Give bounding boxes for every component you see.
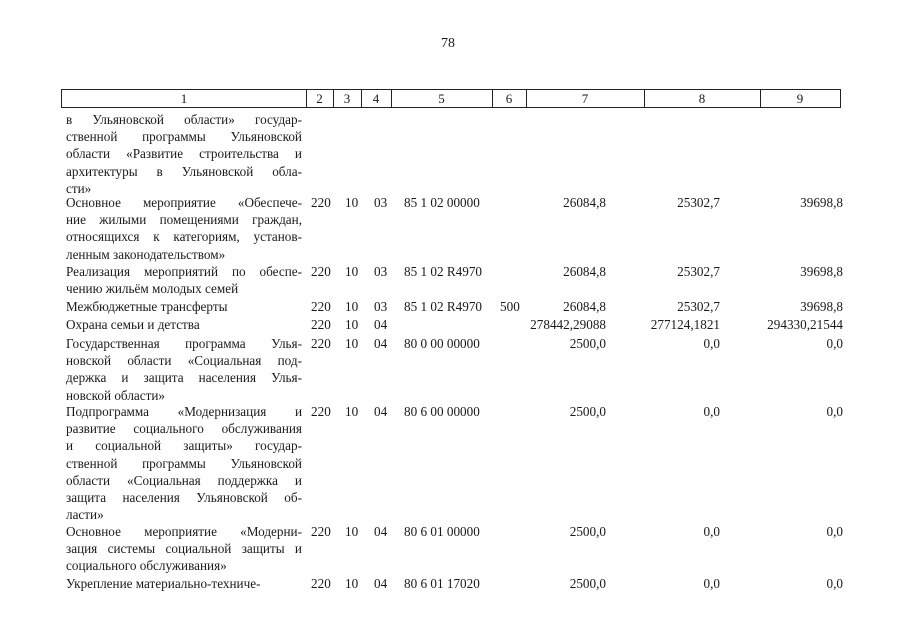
description-line: социального обслуживания» [66, 558, 227, 574]
table-header [61, 89, 841, 108]
header-col-8: 8 [644, 90, 761, 107]
cell-col-3: 10 [345, 264, 359, 279]
cell-col-5: 80 6 01 17020 [404, 576, 480, 591]
cell-col-4: 03 [374, 264, 388, 279]
cell-col-5: 80 0 00 00000 [404, 336, 480, 351]
description-line: относящихся к категориям, установ- [66, 229, 302, 245]
description-line: новской области «Социальная под- [66, 353, 302, 369]
description-line: ственной программы Ульяновской [66, 455, 302, 471]
cell-col-2: 220 [311, 524, 331, 539]
row-description [66, 575, 302, 592]
cell-col-5: 85 1 02 R4970 [404, 264, 483, 279]
cell-col-3: 10 [345, 576, 359, 591]
description-line: ственной программы Ульяновской [66, 129, 302, 145]
cell-col-7: 2500,0 [569, 404, 606, 419]
description-line: Государственная программа Улья- [66, 336, 302, 351]
cell-col-9: 0,0 [826, 576, 843, 591]
header-col-6: 6 [492, 90, 527, 107]
cell-col-5: 80 6 01 00000 [404, 524, 480, 539]
cell-col-3: 10 [345, 404, 359, 419]
description-line: защита населения Ульяновской об- [66, 490, 302, 506]
cell-col-9: 39698,8 [800, 195, 843, 210]
cell-col-8: 0,0 [703, 404, 720, 419]
cell-col-5: 85 1 02 00000 [404, 195, 480, 210]
cell-col-8: 25302,7 [677, 264, 720, 279]
description-line: архитектуры в Ульяновской обла- [66, 163, 302, 179]
header-col-9: 9 [796, 91, 804, 106]
description-line: сти» [66, 180, 92, 196]
row-description [66, 194, 302, 263]
header-col-7: 7 [526, 90, 645, 107]
cell-col-2: 220 [311, 336, 331, 351]
cell-col-4: 04 [374, 317, 388, 332]
cell-col-8: 277124,1821 [650, 317, 720, 332]
cell-col-7: 2500,0 [569, 336, 606, 351]
cell-col-3: 10 [345, 524, 359, 539]
row-description [66, 403, 302, 523]
cell-col-7: 26084,8 [563, 264, 606, 279]
page-number: 78 [441, 36, 455, 51]
cell-col-9: 39698,8 [800, 299, 843, 314]
cell-col-4: 04 [374, 524, 388, 539]
header-col-4: 4 [361, 90, 392, 107]
description-line: Охрана семьи и детства [66, 317, 200, 332]
cell-col-8: 0,0 [703, 336, 720, 351]
cell-col-9: 0,0 [826, 404, 843, 419]
header-col-3: 3 [333, 90, 362, 107]
cell-col-6: 500 [500, 299, 520, 314]
cell-col-9: 294330,21544 [767, 317, 843, 332]
description-line: области «Социальная поддержка и [66, 472, 302, 488]
cell-col-3: 10 [345, 195, 359, 210]
row-description [66, 111, 302, 197]
cell-col-2: 220 [311, 317, 331, 332]
cell-col-2: 220 [311, 299, 331, 314]
cell-col-2: 220 [311, 404, 331, 419]
description-line: области «Развитие строительства и [66, 146, 302, 162]
header-col-2: 2 [306, 90, 334, 107]
row-description [66, 316, 302, 333]
description-line: ласти» [66, 507, 104, 523]
description-line: Подпрограмма «Модернизация и [66, 404, 302, 419]
cell-col-4: 04 [374, 404, 388, 419]
cell-col-9: 39698,8 [800, 264, 843, 279]
cell-col-7: 2500,0 [569, 524, 606, 539]
description-line: Основное мероприятие «Обеспече- [66, 195, 302, 210]
description-line: ние жилыми помещениями граждан, [66, 212, 302, 228]
cell-col-2: 220 [311, 195, 331, 210]
description-line: Основное мероприятие «Модерни- [66, 524, 302, 539]
cell-col-3: 10 [345, 299, 359, 314]
cell-col-4: 03 [374, 195, 388, 210]
row-description [66, 335, 302, 404]
description-line: в Ульяновской области» государ- [66, 112, 302, 127]
cell-col-4: 04 [374, 336, 388, 351]
description-line: и социальной защиты» государ- [66, 438, 302, 454]
description-line: новской области» [66, 387, 166, 403]
description-line: ленным законодательством» [66, 246, 226, 262]
description-line: Межбюджетные трансферты [66, 299, 228, 314]
cell-col-3: 10 [345, 336, 359, 351]
header-col-1: 1 [62, 90, 307, 107]
cell-col-8: 0,0 [703, 524, 720, 539]
description-line: Реализация мероприятий по обеспе- [66, 264, 302, 279]
cell-col-5: 85 1 02 R4970 [404, 299, 483, 314]
cell-col-9: 0,0 [826, 336, 843, 351]
row-description [66, 263, 302, 297]
row-description [66, 298, 302, 315]
cell-col-7: 2500,0 [569, 576, 606, 591]
cell-col-2: 220 [311, 264, 331, 279]
cell-col-4: 03 [374, 299, 388, 314]
description-line: развитие социального обслуживания [66, 421, 302, 437]
header-col-5: 5 [391, 90, 493, 107]
cell-col-2: 220 [311, 576, 331, 591]
cell-col-7: 278442,29088 [530, 317, 606, 332]
description-line: зация системы социальной защиты и [66, 541, 302, 557]
cell-col-8: 0,0 [703, 576, 720, 591]
cell-col-7: 26084,8 [563, 299, 606, 314]
cell-col-4: 04 [374, 576, 388, 591]
description-line: чению жильём молодых семей [66, 281, 239, 297]
row-description [66, 523, 302, 575]
cell-col-8: 25302,7 [677, 299, 720, 314]
cell-col-8: 25302,7 [677, 195, 720, 210]
description-line: Укрепление материально-техниче- [66, 576, 261, 591]
cell-col-7: 26084,8 [563, 195, 606, 210]
description-line: держка и защита населения Улья- [66, 370, 302, 386]
cell-col-3: 10 [345, 317, 359, 332]
cell-col-5: 80 6 00 00000 [404, 404, 480, 419]
cell-col-9: 0,0 [826, 524, 843, 539]
